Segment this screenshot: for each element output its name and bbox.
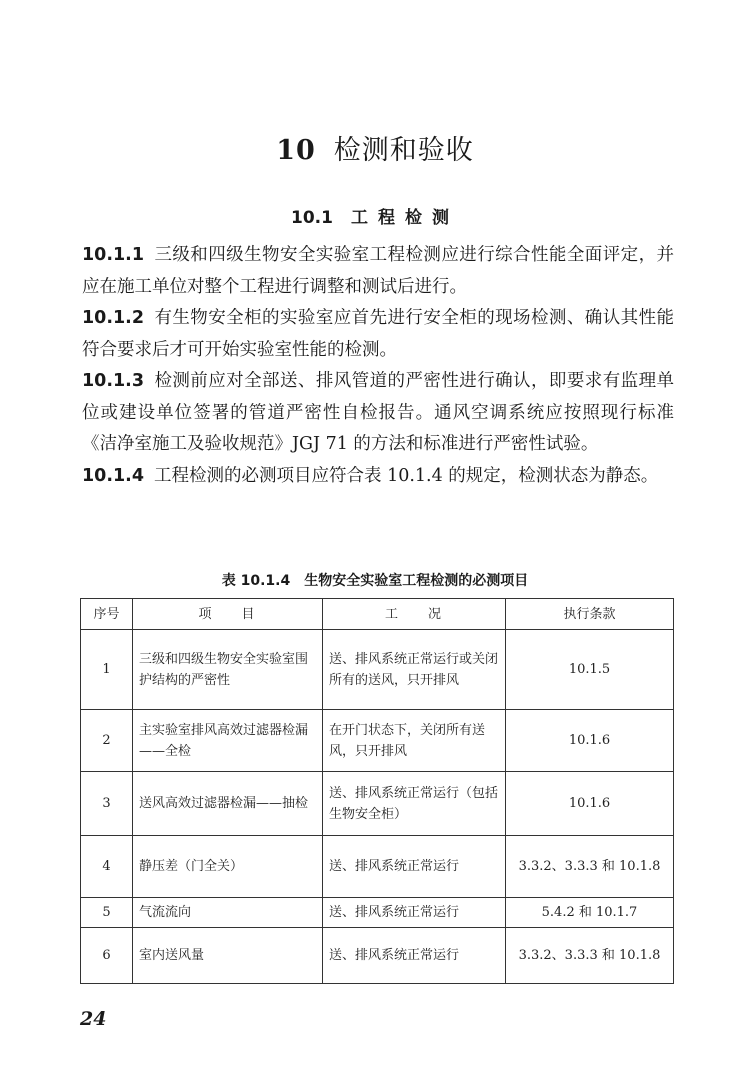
clause-list (82, 240, 674, 492)
section-number: 10.1 (291, 208, 333, 228)
table-row (81, 630, 674, 710)
table-caption-number: 表 10.1.4 (221, 573, 291, 589)
row-item: 主实验室排风高效过滤器检漏——全检 (133, 710, 323, 772)
row-clause: 10.1.6 (506, 710, 674, 772)
row-condition: 在开门状态下，关闭所有送风，只开排风 (323, 710, 506, 772)
clause-text: 检测前应对全部送、排风管道的严密性进行确认，即要求有监理单位或建设单位签署的管道严密性自检报告。通风空调系统应按照现行标准《洁净室施工及验收规范》JGJ 71 的方法和标准进行严密性试验。 (82, 371, 674, 454)
chapter-number: 10 (276, 135, 316, 166)
header-no: 序号 (81, 599, 133, 630)
row-condition: 送、排风系统正常运行 (323, 928, 506, 984)
table-caption-title: 生物安全实验室工程检测的必测项目 (304, 573, 529, 589)
row-clause: 10.1.6 (506, 772, 674, 836)
clause (82, 461, 674, 493)
table-header-row (81, 599, 674, 630)
row-no: 1 (81, 630, 133, 710)
row-no: 6 (81, 928, 133, 984)
clause (82, 303, 674, 366)
chapter-title (0, 128, 750, 167)
header-item: 项目 (133, 599, 323, 630)
chapter-title-text: 检测和验收 (333, 135, 474, 166)
row-item: 送风高效过滤器检漏——抽检 (133, 772, 323, 836)
clause-text: 工程检测的必测项目应符合表 10.1.4 的规定，检测状态为静态。 (154, 465, 659, 486)
clause-text: 三级和四级生物安全实验室工程检测应进行综合性能全面评定，并应在施工单位对整个工程进行调整和测试后进行。 (82, 245, 674, 297)
row-no: 4 (81, 836, 133, 898)
table-row (81, 898, 674, 928)
row-condition: 送、排风系统正常运行或关闭所有的送风，只开排风 (323, 630, 506, 710)
table-row (81, 836, 674, 898)
clause-number: 10.1.1 (82, 245, 145, 265)
row-item: 三级和四级生物安全实验室围护结构的严密性 (133, 630, 323, 710)
page-number: 24 (80, 1008, 107, 1030)
row-condition: 送、排风系统正常运行（包括生物安全柜） (323, 772, 506, 836)
clause-text: 有生物安全柜的实验室应首先进行安全柜的现场检测、确认其性能符合要求后才可开始实验室性能的检测。 (82, 308, 674, 360)
row-no: 3 (81, 772, 133, 836)
required-items-table (80, 598, 674, 984)
section-title (0, 203, 750, 228)
row-item: 气流流向 (133, 898, 323, 928)
clause (82, 240, 674, 303)
row-clause: 3.3.2、3.3.3 和 10.1.8 (506, 836, 674, 898)
clause-number: 10.1.3 (82, 371, 145, 391)
table-row (81, 710, 674, 772)
clause-number: 10.1.4 (82, 465, 145, 486)
row-clause: 10.1.5 (506, 630, 674, 710)
row-clause: 5.4.2 和 10.1.7 (506, 898, 674, 928)
row-no: 2 (81, 710, 133, 772)
row-clause: 3.3.2、3.3.3 和 10.1.8 (506, 928, 674, 984)
clause (82, 366, 674, 461)
row-condition: 送、排风系统正常运行 (323, 836, 506, 898)
clause-number: 10.1.2 (82, 308, 145, 328)
row-condition: 送、排风系统正常运行 (323, 898, 506, 928)
header-clause: 执行条款 (506, 599, 674, 630)
table-row (81, 928, 674, 984)
row-item: 静压差（门全关） (133, 836, 323, 898)
table-row (81, 772, 674, 836)
section-title-text: 工程检测 (350, 208, 459, 228)
row-item: 室内送风量 (133, 928, 323, 984)
table-caption (0, 570, 750, 590)
row-no: 5 (81, 898, 133, 928)
header-condition: 工况 (323, 599, 506, 630)
